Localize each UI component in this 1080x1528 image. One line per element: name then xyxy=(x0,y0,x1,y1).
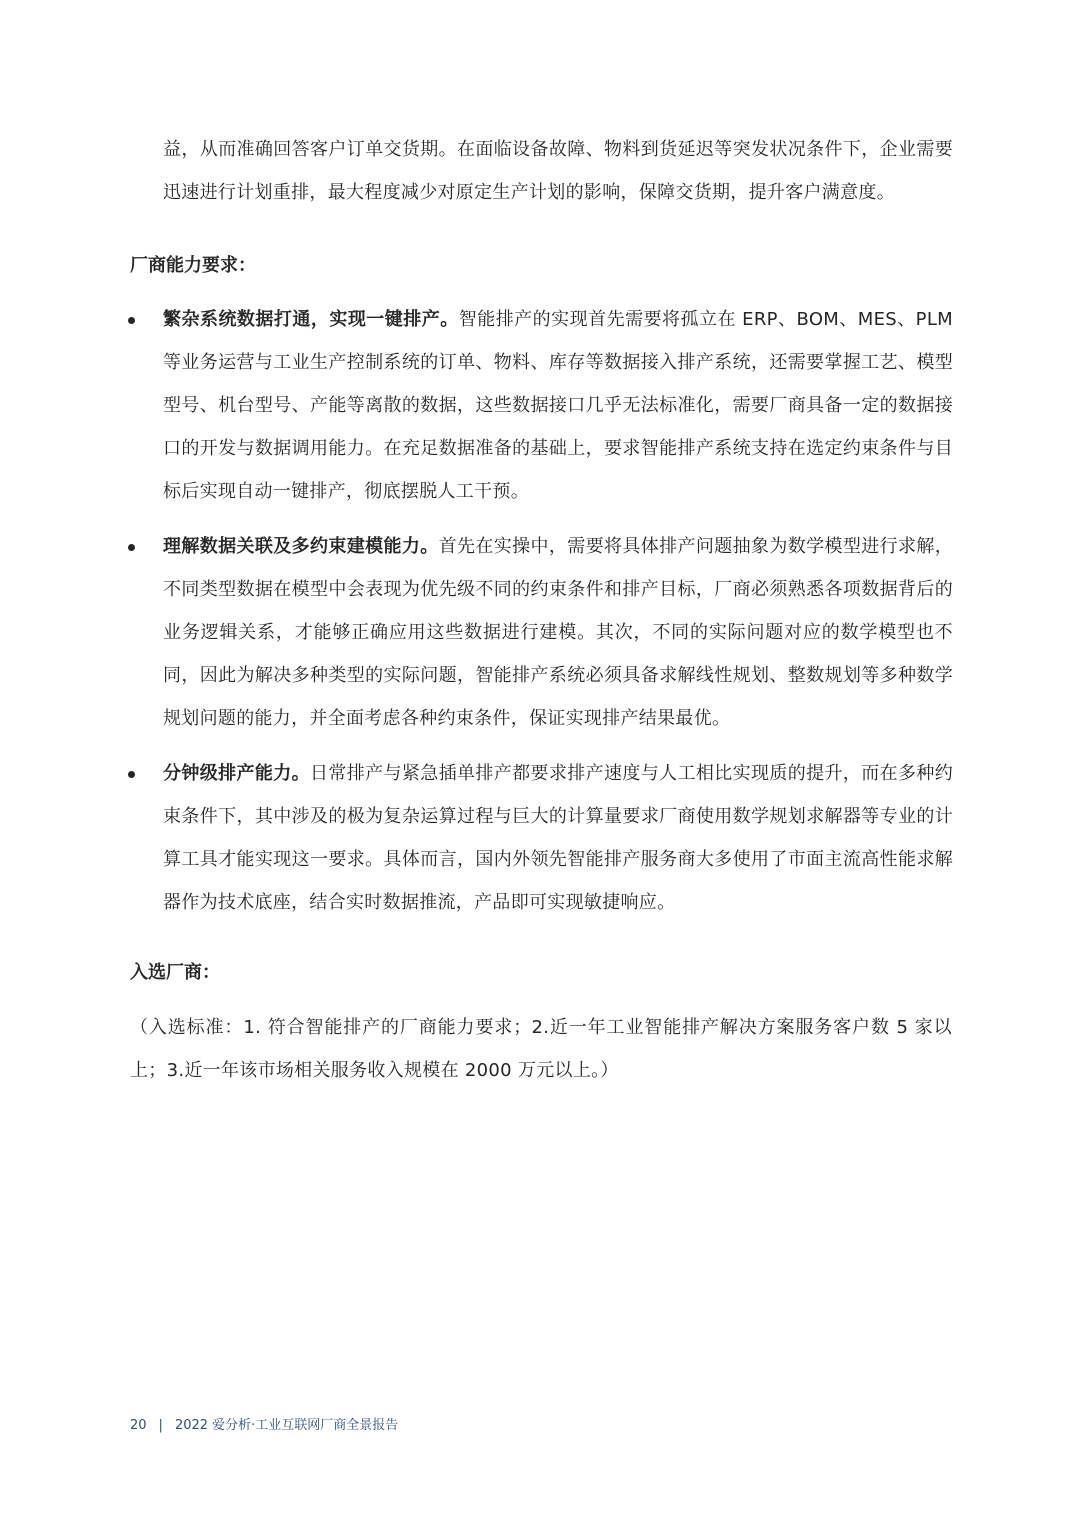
requirement-text xyxy=(163,752,953,924)
requirement-body: 首先在实操中，需要将具体排产问题抽象为数学模型进行求解，不同类型数据在模型中会表现为优先级不同的约束条件和排产目标，厂商必须熟悉各项数据背后的业务逻辑关系，才能够正确应用这些数据进行建模。其次，不同的实际问题对应的数学模型也不同，因此为解决多种类型的实际问题，智能排产系统必须具备求解线性规划、整数规划等多种数学规划问题的能力，并全面考虑各种约束条件，保证实现排产结果最优。 xyxy=(163,536,953,729)
selected-vendors-heading: 入选厂商： xyxy=(130,962,220,983)
intro-paragraph: 益，从而准确回答客户订单交货期。在面临设备故障、物料到货延迟等突发状况条件下，企业需要迅速进行计划重排，最大程度减少对原定生产计划的影响，保障交货期，提升客户满意度。 xyxy=(163,139,953,203)
requirement-text xyxy=(163,525,953,740)
vendor-requirements-heading: 厂商能力要求： xyxy=(130,255,256,276)
requirement-lead: 繁杂系统数据打通，实现一键排产。 xyxy=(163,309,459,330)
report-title: 2022 爱分析·工业互联网厂商全景报告 xyxy=(174,1418,399,1433)
page-footer xyxy=(130,1414,398,1433)
bullet-dot-icon xyxy=(128,771,135,778)
page-number: 20 xyxy=(130,1418,147,1433)
requirement-lead: 分钟级排产能力。 xyxy=(163,763,310,784)
footer-separator: | xyxy=(158,1418,163,1433)
selection-criteria: （入选标准：1. 符合智能排产的厂商能力要求；2.近一年工业智能排产解决方案服务客户数 5 家以上；3.近一年该市场相关服务收入规模在 2000 万元以上。） xyxy=(130,1017,952,1081)
requirement-lead: 理解数据关联及多约束建模能力。 xyxy=(163,536,439,557)
requirement-body: 日常排产与紧急插单排产都要求排产速度与人工相比实现质的提升，而在多种约束条件下，其中涉及的极为复杂运算过程与巨大的计算量要求厂商使用数学规划求解器等专业的计算工具才能实现这一要求。具体而言，国内外领先智能排产服务商大多使用了市面主流高性能求解器作为技术底座，结合实时数据推流，产品即可实现敏捷响应。 xyxy=(163,763,954,913)
bullet-dot-icon xyxy=(128,544,135,551)
bullet-dot-icon xyxy=(128,317,135,324)
requirement-text xyxy=(163,298,953,513)
requirement-body: 智能排产的实现首先需要将孤立在 ERP、BOM、MES、PLM 等业务运营与工业生产控制系统的订单、物料、库存等数据接入排产系统，还需要掌握工艺、模型型号、机台型号、产能等离散的数据，这些数据接口几乎无法标准化，需要厂商具备一定的数据接口的开发与数据调用能力。在充足数据准备的基础上，要求智能排产系统支持在选定约束条件与目标后实现自动一键排产，彻底摆脱人工干预。 xyxy=(163,309,953,502)
